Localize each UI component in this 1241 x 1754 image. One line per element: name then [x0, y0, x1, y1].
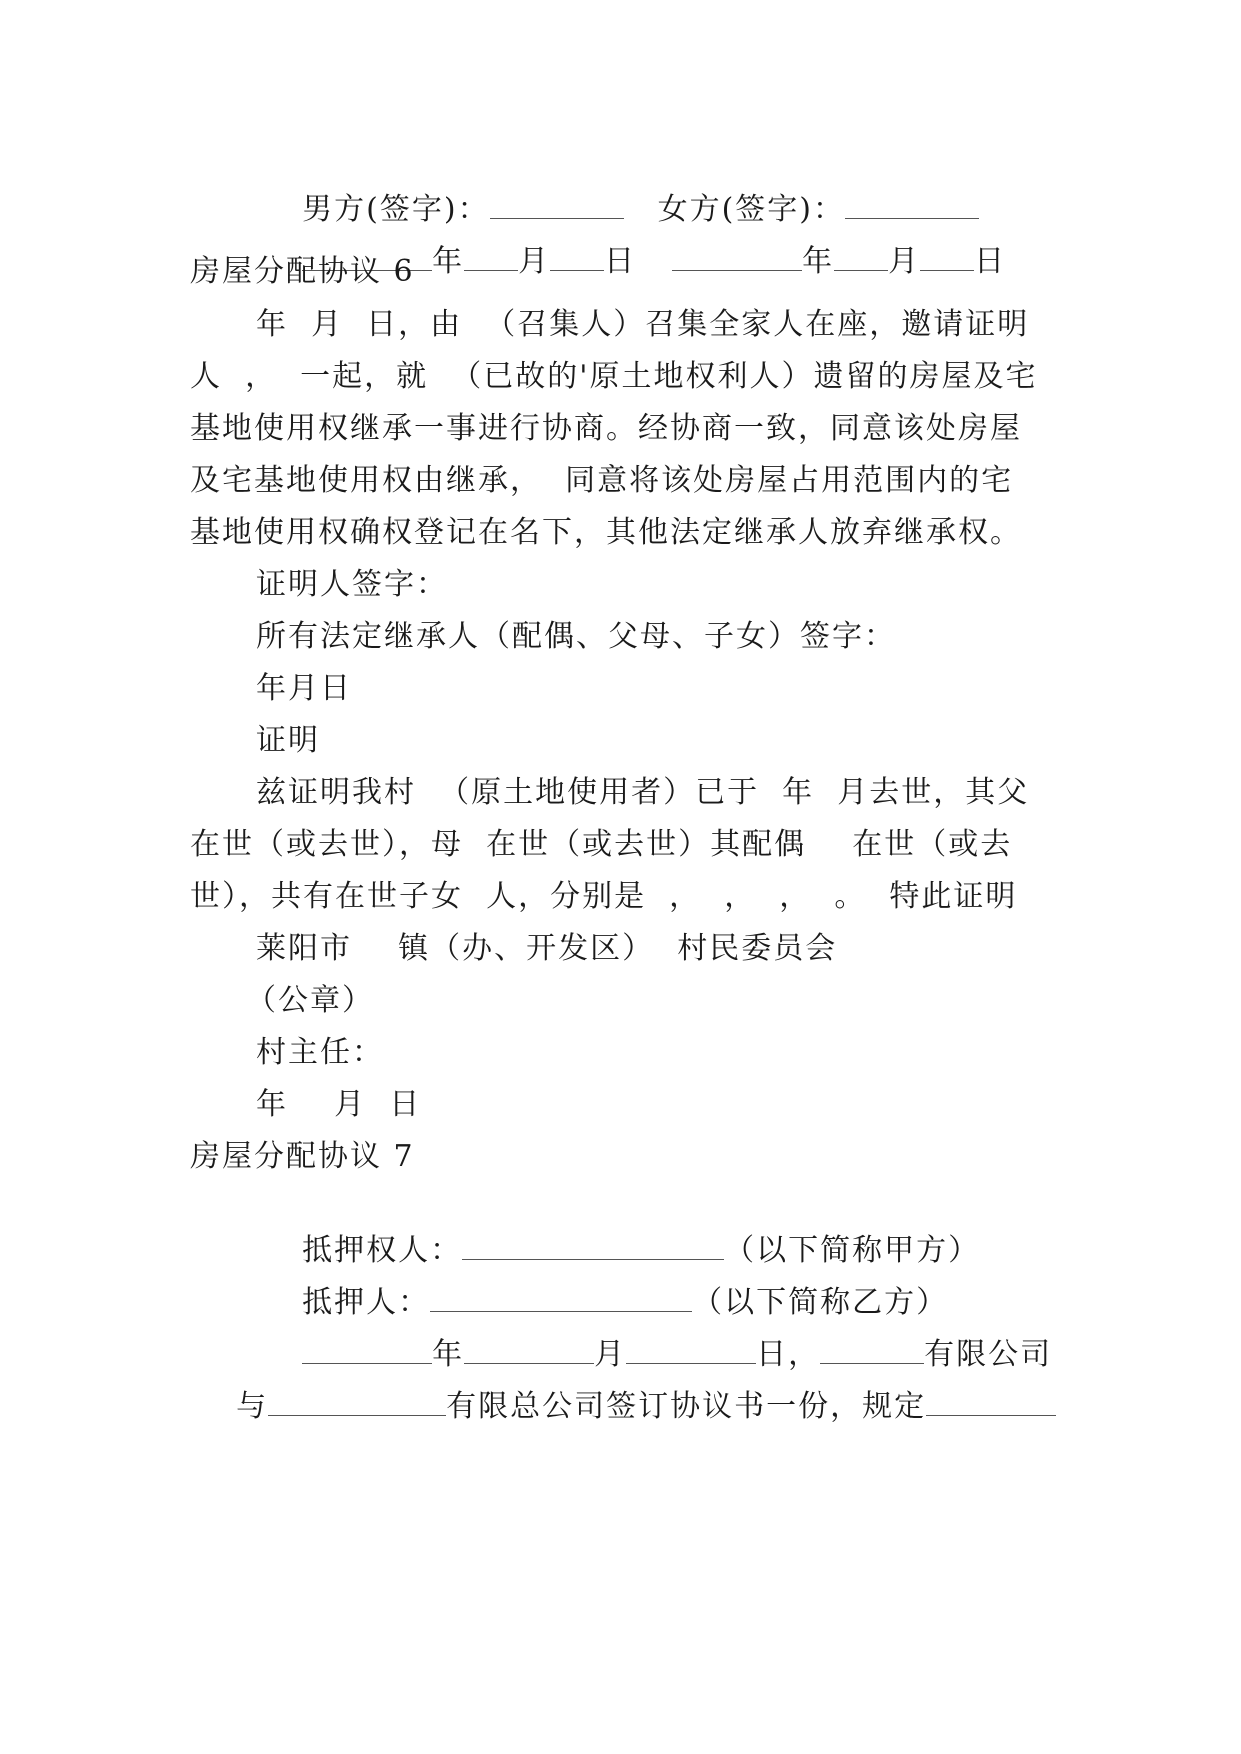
year-label: 年	[432, 244, 465, 279]
month-label: 月	[888, 244, 921, 279]
paragraph-line: 及宅基地使用权由继承， 同意将该处房屋占用范围内的宅	[190, 463, 1014, 498]
heirs-sign-label: 所有法定继承人（配偶、父母、子女）签字：	[256, 619, 896, 654]
date-label: 年月日	[256, 671, 352, 706]
seal-label: （公章）	[246, 983, 374, 1018]
paragraph-line: 世），共有在世子女 人，分别是 ， ， ， 。 特此证明	[190, 879, 1018, 914]
blank	[464, 240, 518, 271]
month-label: 月	[518, 244, 551, 279]
blank	[268, 1385, 446, 1416]
agreement-text: 有限总公司签订协议书一份，规定	[446, 1389, 927, 1424]
blank	[920, 240, 974, 271]
mortgagee-label: 抵押权人：	[302, 1233, 463, 1268]
paragraph-line: 基地使用权继承一事进行协商。经协商一致，同意该处房屋	[190, 411, 1022, 446]
day-label: 日	[974, 244, 1007, 279]
day-label: 日，	[756, 1337, 821, 1372]
mortgagor-label: 抵押人：	[302, 1285, 431, 1320]
male-sign-label: 男方(签字)：	[302, 192, 490, 227]
committee-line: 莱阳市 镇（办、开发区） 村民委员会	[256, 931, 838, 966]
with-label: 与	[236, 1389, 269, 1424]
year-label: 年	[802, 244, 835, 279]
witness-sign-label: 证明人签字：	[256, 567, 448, 602]
section-heading-7: 房屋分配协议 7	[190, 1139, 415, 1174]
date-label: 年 月 日	[256, 1087, 422, 1122]
agreement-line	[190, 1345, 1056, 1467]
blank	[672, 240, 802, 271]
blank	[550, 240, 604, 271]
section-heading-6: 房屋分配协议 6	[190, 254, 415, 289]
month-label: 月	[594, 1337, 627, 1372]
director-label: 村主任：	[256, 1035, 384, 1070]
company-label: 有限公司	[924, 1337, 1053, 1372]
blank	[926, 1385, 1056, 1416]
party-b-note: （以下简称乙方）	[692, 1285, 949, 1320]
paragraph-line: 兹证明我村 （原土地使用者）已于 年 月去世，其父	[256, 775, 1030, 810]
blank	[834, 240, 888, 271]
paragraph-line: 在世（或去世），母 在世（或去世）其配偶 在世（或去	[190, 827, 1013, 862]
paragraph-line: 年 月 日，由 （召集人）召集全家人在座，邀请证明	[256, 307, 1030, 342]
paragraph-line: 基地使用权确权登记在名下，其他法定继承人放弃继承权。	[190, 515, 1022, 550]
day-label: 日	[604, 244, 637, 279]
paragraph-line: 人 ， 一起，就 （已故的'原土地权利人）遗留的房屋及宅	[190, 359, 1038, 394]
certificate-title: 证明	[256, 723, 320, 758]
female-sign-label: 女方(签字)：	[657, 192, 845, 227]
year-label: 年	[432, 1337, 465, 1372]
party-a-note: （以下简称甲方）	[724, 1233, 981, 1268]
